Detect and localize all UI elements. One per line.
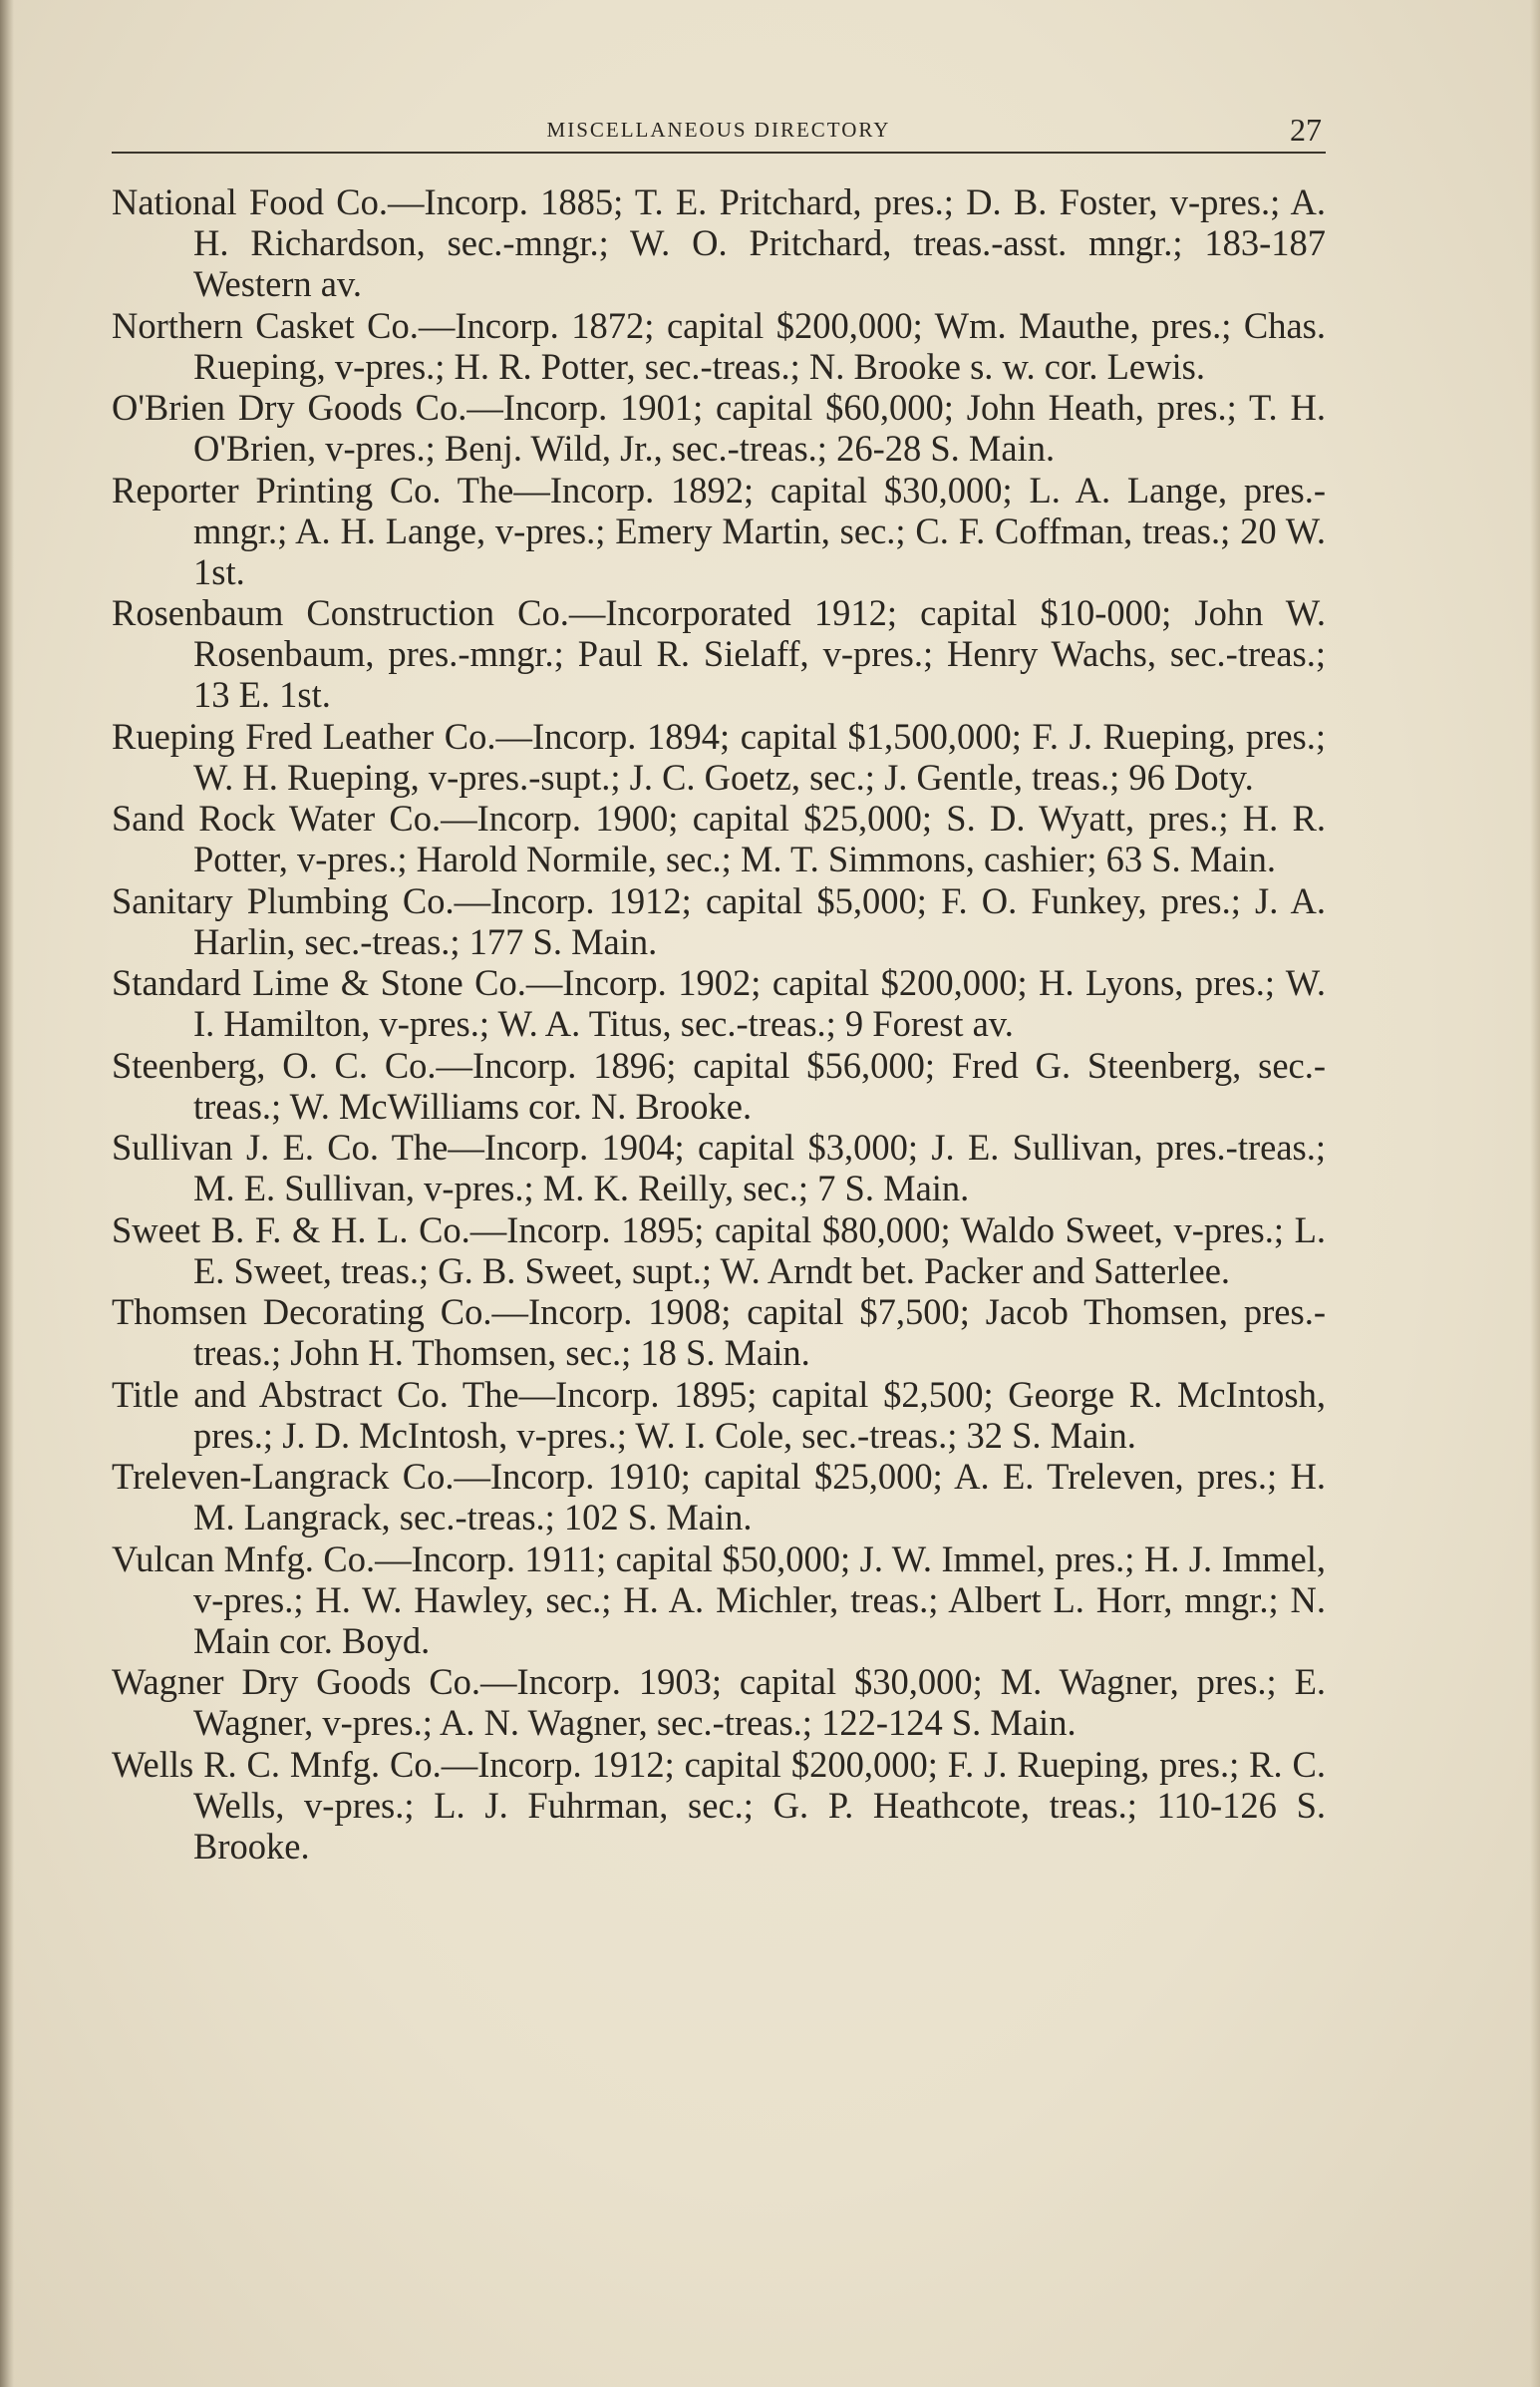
page-number: 27 xyxy=(1290,112,1322,148)
directory-entry: Treleven-Langrack Co.—Incorp. 1910; capital $25,000; A. E. Treleven, pres.; H. M. Langrack, sec.-treas.; 102 S. Main. xyxy=(112,1456,1326,1537)
page-outer-edge xyxy=(1530,0,1540,2387)
directory-entry: O'Brien Dry Goods Co.—Incorp. 1901; capital $60,000; John Heath, pres.; T. H. O'Brien, v-pres.; Benj. Wild, Jr., sec.-treas.; 26-28 S. Main. xyxy=(112,387,1326,469)
directory-entry: National Food Co.—Incorp. 1885; T. E. Pritchard, pres.; D. B. Foster, v-pres.; A. H. Richardson, sec.-mngr.; W. O. Pritchard, treas.-asst. mngr.; 183-187 Western av. xyxy=(112,181,1326,304)
directory-entry: Title and Abstract Co. The—Incorp. 1895; capital $2,500; George R. McIntosh, pres.; J. D. McIntosh, v-pres.; W. I. Cole, sec.-treas.; 32 S. Main. xyxy=(112,1373,1326,1456)
directory-entry: Wells R. C. Mnfg. Co.—Incorp. 1912; capital $200,000; F. J. Rueping, pres.; R. C. Wells, v-pres.; L. J. Fuhrman, sec.; G. P. Heathcote, treas.; 110-126 S. Brooke. xyxy=(112,1743,1326,1867)
page-binding-edge xyxy=(0,0,14,2387)
directory-entry: Thomsen Decorating Co.—Incorp. 1908; capital $7,500; Jacob Thomsen, pres.-treas.; John H. Thomsen, sec.; 18 S. Main. xyxy=(112,1291,1326,1373)
directory-entries xyxy=(112,181,1326,1867)
directory-entry: Sand Rock Water Co.—Incorp. 1900; capital $25,000; S. D. Wyatt, pres.; H. R. Potter, v-pres.; Harold Normile, sec.; M. T. Simmons, cashier; 63 S. Main. xyxy=(112,798,1326,879)
directory-entry: Rosenbaum Construction Co.—Incorporated 1912; capital $10-000; John W. Rosenbaum, pres.-mngr.; Paul R. Sielaff, v-pres.; Henry Wachs, sec.-treas.; 13 E. 1st. xyxy=(112,592,1326,715)
directory-entry: Reporter Printing Co. The—Incorp. 1892; capital $30,000; L. A. Lange, pres.-mngr.; A. H. Lange, v-pres.; Emery Martin, sec.; C. F. Coffman, treas.; 20 W. 1st. xyxy=(112,469,1326,592)
directory-entry: Wagner Dry Goods Co.—Incorp. 1903; capital $30,000; M. Wagner, pres.; E. Wagner, v-pres.; A. N. Wagner, sec.-treas.; 122-124 S. Main. xyxy=(112,1661,1326,1743)
directory-entry: Rueping Fred Leather Co.—Incorp. 1894; capital $1,500,000; F. J. Rueping, pres.; W. H. Rueping, v-pres.-supt.; J. C. Goetz, sec.; J. Gentle, treas.; 96 Doty. xyxy=(112,715,1326,798)
directory-entry: Sanitary Plumbing Co.—Incorp. 1912; capital $5,000; F. O. Funkey, pres.; J. A. Harlin, sec.-treas.; 177 S. Main. xyxy=(112,879,1326,962)
directory-entry: Standard Lime & Stone Co.—Incorp. 1902; capital $200,000; H. Lyons, pres.; W. I. Hamilton, v-pres.; W. A. Titus, sec.-treas.; 9 Forest av. xyxy=(112,962,1326,1044)
running-head: MISCELLANEOUS DIRECTORY xyxy=(546,118,891,142)
directory-entry: Sweet B. F. & H. L. Co.—Incorp. 1895; capital $80,000; Waldo Sweet, v-pres.; L. E. Sweet, treas.; G. B. Sweet, supt.; W. Arndt bet. Packer and Satterlee. xyxy=(112,1208,1326,1291)
directory-entry: Northern Casket Co.—Incorp. 1872; capital $200,000; Wm. Mauthe, pres.; Chas. Rueping, v-pres.; H. R. Potter, sec.-treas.; N. Brooke s. w. cor. Lewis. xyxy=(112,304,1326,387)
directory-entry: Steenberg, O. C. Co.—Incorp. 1896; capital $56,000; Fred G. Steenberg, sec.-treas.; W. McWilliams cor. N. Brooke. xyxy=(112,1044,1326,1127)
directory-entry: Vulcan Mnfg. Co.—Incorp. 1911; capital $50,000; J. W. Immel, pres.; H. J. Immel, v-pres.; H. W. Hawley, sec.; H. A. Michler, treas.; Albert L. Horr, mngr.; N. Main cor. Boyd. xyxy=(112,1537,1326,1661)
directory-entry: Sullivan J. E. Co. The—Incorp. 1904; capital $3,000; J. E. Sullivan, pres.-treas.; M. E. Sullivan, v-pres.; M. K. Reilly, sec.; 7 S. Main. xyxy=(112,1127,1326,1208)
page-header xyxy=(112,112,1326,154)
